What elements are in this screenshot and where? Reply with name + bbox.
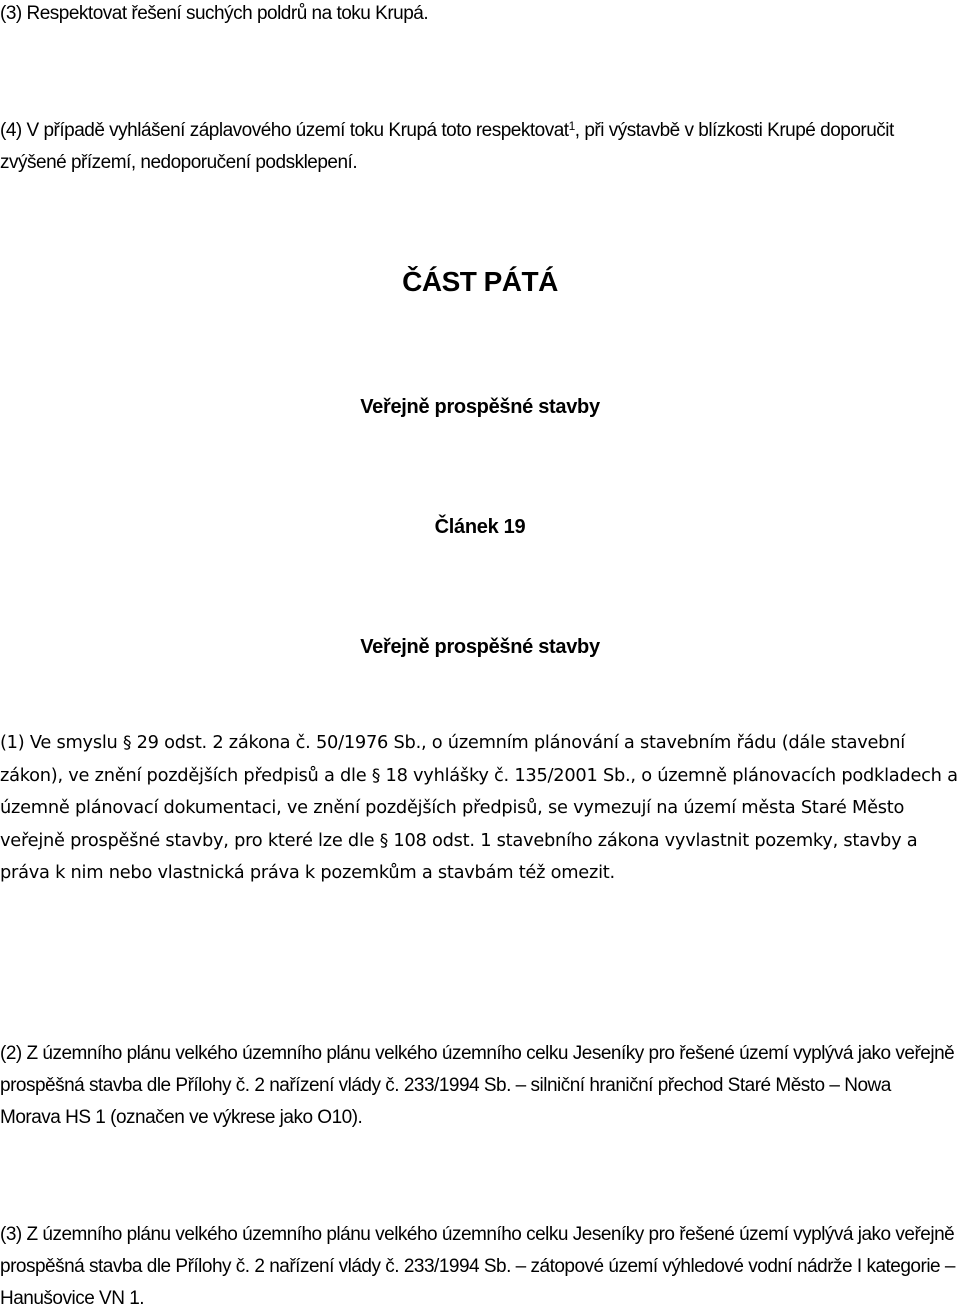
paragraph-text: (4) V případě vyhlášení záplavového území toku Krupá toto respektovat — [0, 120, 569, 141]
article-19-paragraph-2: (2) Z územního plánu velkého územního plánu velkého územního celku Jeseníky pro řešené území vyplývá jako veřejně prospěšná stavba dle Přílohy č. 2 nařízení vlády č. 233/1994 Sb. – silniční hraniční přechod Staré Město – Nowa Morava HS 1 (označen ve výkrese jako O10). — [0, 1043, 955, 1128]
section-sign: § — [379, 830, 388, 851]
paragraph-text: 29 odst. 2 zákona č. 50/1976 Sb., o územním plánování a stavebním řádu (dále stavební zákon), ve znění pozdějších předpisů a dle — [0, 732, 905, 786]
section-sign: § — [122, 733, 132, 753]
paragraph-text: 108 odst. 1 stavebního zákona vyvlastnit pozemky, stavby a práva k nim nebo vlastnická práva k pozemkům a stavbám též omezit. — [0, 829, 918, 883]
paragraph-text: 18 vyhlášky č. 135/2001 Sb., o územně plánovacích podkladech a územně plánovací dokumentaci, ve znění pozdějších předpisů, se vymezují na území města Staré Město veřejně prospěšné stavby, pro které lze dle — [0, 764, 958, 851]
article-19-paragraph-3: (3) Z územního plánu velkého územního plánu velkého územního celku Jeseníky pro řešené území vyplývá jako veřejně prospěšná stavba dle Přílohy č. 2 nařízení vlády č. 233/1994 Sb. – zátopové území výhledové vodní nádrže I kategorie – Hanušovice VN 1. — [0, 1224, 955, 1309]
part-title: Veřejně prospěšné stavby — [360, 396, 600, 418]
paragraph-text: , při výstavbě v blízkosti Krupé doporučit zvýšené přízemí, nedoporučení podsklepení. — [0, 120, 894, 173]
article-title: Veřejně prospěšné stavby — [360, 636, 600, 658]
footnote-marker[interactable]: 1 — [568, 119, 575, 133]
paragraph-text: (1) Ve smyslu — [0, 732, 118, 753]
paragraph-4-zaplavove-uzemi — [0, 115, 955, 179]
article-heading: Článek 19 — [434, 516, 526, 538]
part-heading: ČÁST PÁTÁ — [402, 266, 558, 297]
paragraph-text: (3) Respektovat řešení suchých poldrů na toku Krupá. — [0, 3, 429, 24]
paragraph-3-poldry — [0, 0, 955, 30]
article-19-paragraph-1 — [0, 727, 958, 890]
section-sign: § — [371, 765, 381, 786]
